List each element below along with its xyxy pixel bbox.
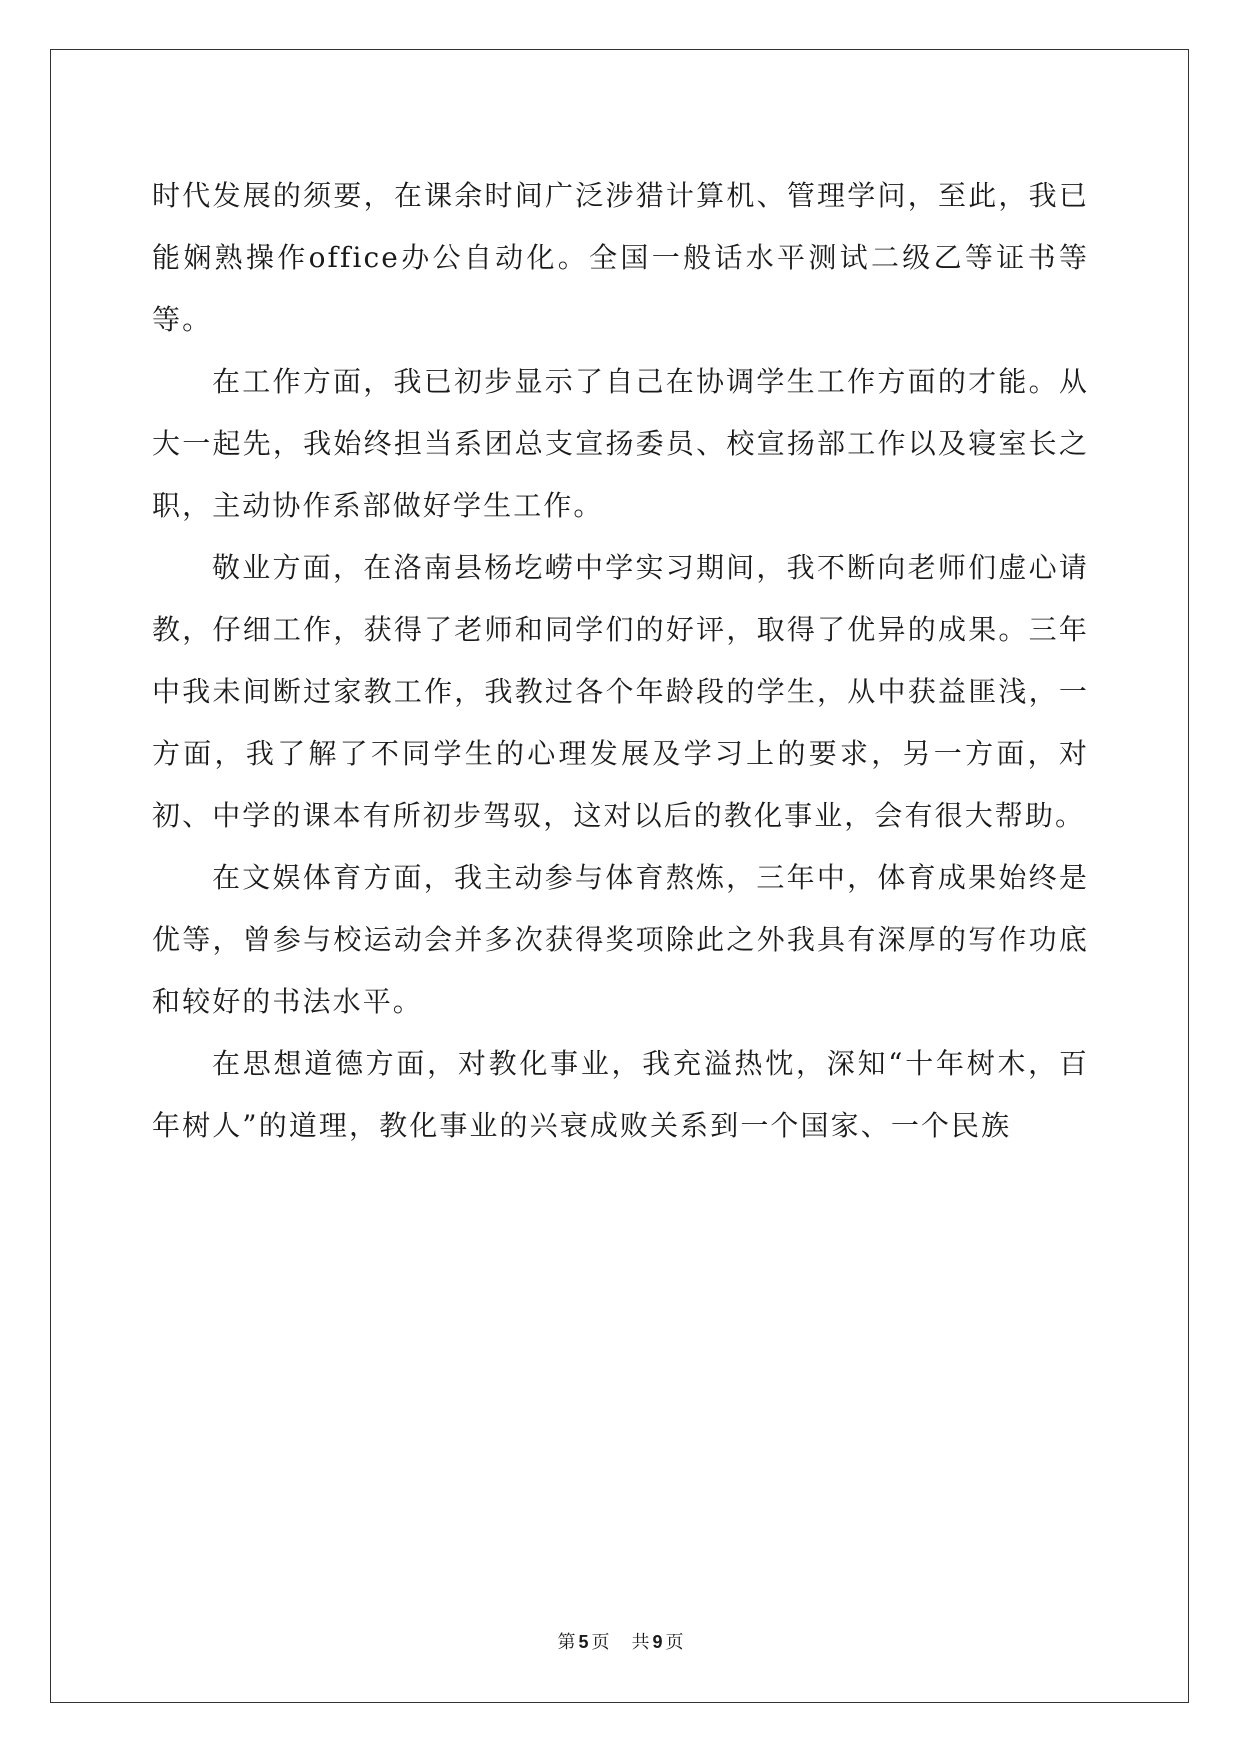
total-prefix: 共: [631, 1632, 650, 1653]
paragraph-dedication: 敬业方面，在洛南县杨圪崂中学实习期间，我不断向老师们虚心请教，仔细工作，获得了老师和同学们的好评，取得了优异的成果。三年中我未间断过家教工作，我教过各个年龄段的学生，从中获益匪浅，一方面，我了解了不同学生的心理发展及学习上的要求，另一方面，对初、中学的课本有所初步驾驭，这对以后的教化事业，会有很大帮助。: [152, 551, 1089, 832]
paragraph-self-study: 时代发展的须要，在课余时间广泛涉猎计算机、管理学问，至此，我已能娴熟操作office办公自动化。全国一般话水平测试二级乙等证书等等。: [152, 179, 1089, 336]
paragraph-morality: 在思想道德方面，对教化事业，我充溢热忱，深知“十年树木，百年树人”的道理，教化事业的兴衰成败关系到一个国家、一个民族: [152, 1047, 1089, 1142]
total-suffix: 页: [665, 1632, 684, 1653]
total-pages-number: 9: [652, 1632, 663, 1652]
page-prefix: 第: [557, 1632, 576, 1653]
document-body: [152, 165, 1089, 1157]
paragraph-sports: 在文娱体育方面，我主动参与体育熬炼，三年中，体育成果始终是优等，曾参与校运动会并多次获得奖项除此之外我具有深厚的写作功底和较好的书法水平。: [152, 861, 1089, 1018]
page-number-footer: [0, 1630, 1241, 1655]
page-suffix: 页: [591, 1632, 610, 1653]
current-page-number: 5: [578, 1632, 589, 1652]
paragraph-work: 在工作方面，我已初步显示了自己在协调学生工作方面的才能。从大一起先，我始终担当系团总支宣扬委员、校宣扬部工作以及寝室长之职，主动协作系部做好学生工作。: [152, 365, 1089, 522]
